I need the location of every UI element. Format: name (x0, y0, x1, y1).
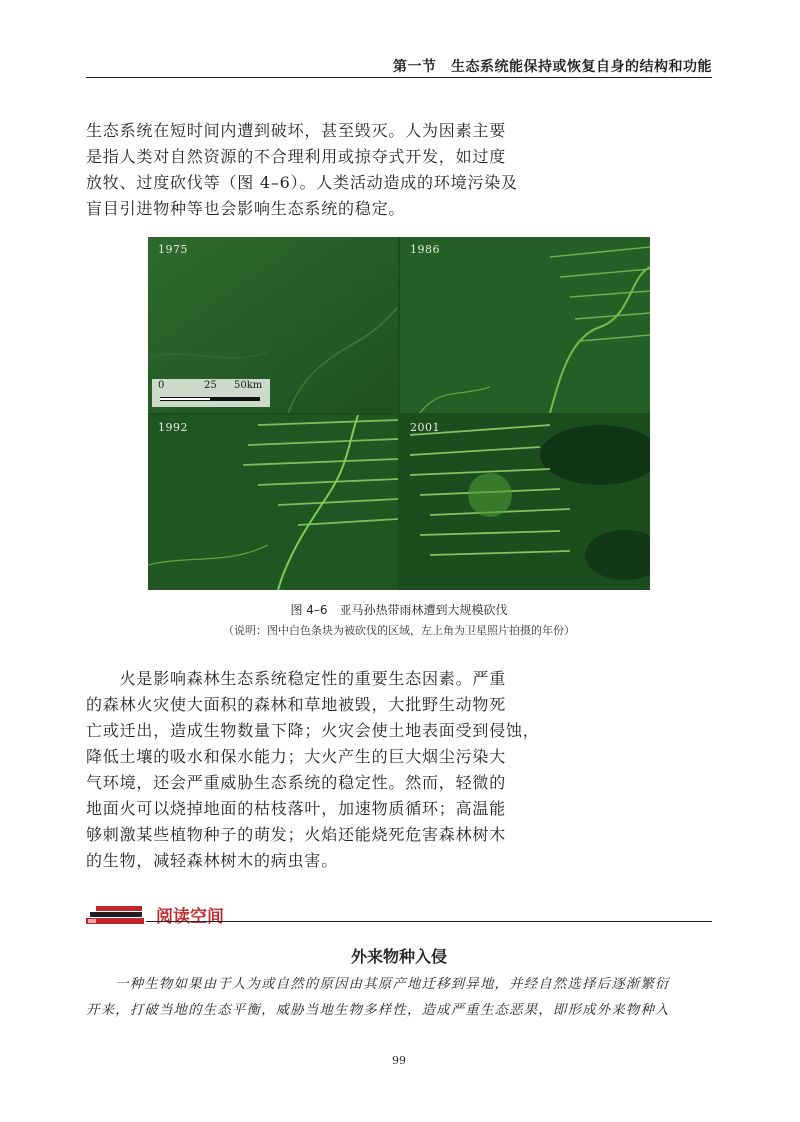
page-number: 99 (392, 1054, 406, 1067)
paragraph-invasive-species (86, 972, 712, 1024)
text-line: 生态系统在短时间内遭到破坏，甚至毁灭。人为因素主要 (86, 121, 507, 140)
scale-label-mid: 25 (204, 380, 217, 391)
scale-label-zero: 0 (158, 380, 165, 391)
scale-bar (152, 379, 270, 407)
text-line: 放牧、过度砍伐等（图 4–6）。人类活动造成的环境污染及 (86, 173, 518, 192)
text-line: 亡或迁出，造成生物数量下降；火灾会使土地表面受到侵蚀， (86, 721, 540, 740)
text-line: 盲目引进物种等也会影响生态系统的稳定。 (86, 199, 406, 218)
text-line: 一种生物如果由于人为或自然的原因由其原产地迁移到异地，并经自然选择后逐渐繁衍 (86, 977, 670, 992)
satellite-panel-1975 (148, 237, 398, 413)
text-line: 地面火可以烧掉地面的枯枝落叶，加速物质循环；高温能 (86, 799, 507, 818)
forest-image (400, 415, 650, 590)
reading-heading: 外来物种入侵 (350, 947, 447, 966)
header-rule (86, 77, 712, 78)
text-line: 开来，打破当地的生态平衡，威胁当地生物多样性，造成严重生态恶果，即形成外来物种入 (86, 1003, 670, 1018)
text-line: 的森林火灾使大面积的森林和草地被毁，大批野生动物死 (86, 695, 507, 714)
scale-line (160, 397, 260, 401)
paragraph-forest-fire (86, 666, 540, 874)
figure-note: （说明：图中白色条块为被砍伐的区域，左上角为卫星照片拍摄的年份） (223, 624, 575, 637)
year-label: 1986 (410, 243, 440, 256)
figure-caption: 图 4–6 亚马孙热带雨林遭到大规模砍伐 (290, 603, 508, 617)
year-label: 1992 (158, 421, 188, 434)
forest-image (400, 237, 650, 413)
forest-image (148, 415, 398, 590)
satellite-figure (148, 237, 650, 590)
scale-label-end: 50km (234, 380, 263, 391)
reading-section-header (86, 902, 712, 928)
satellite-panel-1992 (148, 415, 398, 590)
text-line: 够刺激某些植物种子的萌发；火焰还能烧死危害森林树木 (86, 825, 507, 844)
satellite-panel-1986 (400, 237, 650, 413)
paragraph-human-factors (86, 118, 518, 222)
text-line: 是指人类对自然资源的不合理利用或掠夺式开发，如过度 (86, 147, 507, 166)
running-header: 第一节 生态系统能保持或恢复自身的结构和功能 (393, 59, 712, 75)
satellite-panel-2001 (400, 415, 650, 590)
text-line: 降低土壤的吸水和保水能力；大火产生的巨大烟尘污染大 (86, 747, 507, 766)
books-icon (86, 904, 148, 926)
text-line: 的生物，减轻森林树木的病虫害。 (86, 851, 339, 870)
text-line: 气环境，还会严重威胁生态系统的稳定性。然而，轻微的 (86, 773, 507, 792)
year-label: 1975 (158, 243, 188, 256)
year-label: 2001 (410, 421, 440, 434)
reading-rule (146, 921, 712, 922)
reading-section-title: 阅读空间 (156, 907, 224, 927)
text-line: 火是影响森林生态系统稳定性的重要生态因素。严重 (86, 669, 507, 688)
